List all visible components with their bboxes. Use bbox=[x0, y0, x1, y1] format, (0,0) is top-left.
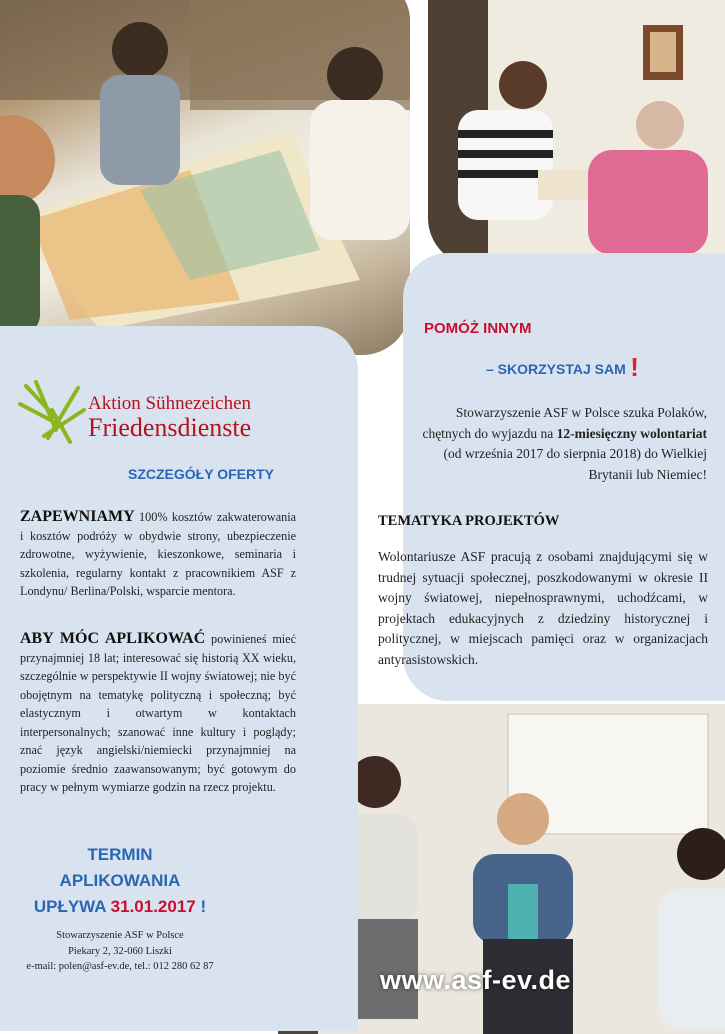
contact-block bbox=[0, 928, 240, 975]
photo-map-meeting-illustration bbox=[0, 0, 410, 355]
photo-map-meeting bbox=[0, 0, 410, 355]
provide-heading: ZAPEWNIAMY bbox=[20, 508, 135, 525]
asf-logo-line1: Aktion Sühnezeichen bbox=[88, 393, 252, 414]
website-link[interactable]: www.asf-ev.de bbox=[380, 965, 572, 995]
headline-line1: POMÓŻ INNYM bbox=[424, 320, 532, 337]
deadline-block bbox=[0, 842, 240, 920]
intro-bold: 12-miesięczny wolontariat bbox=[556, 425, 707, 441]
apply-section bbox=[20, 630, 296, 797]
offer-heading: SZCZEGÓŁY OFERTY bbox=[128, 466, 274, 482]
intro-part2: (od września 2017 do sierpnia 2018) do Wielkiej Brytanii lub Niemiec! bbox=[443, 446, 707, 482]
headline-line2-wrap bbox=[486, 352, 639, 383]
deadline-exclaim: ! bbox=[200, 897, 207, 916]
headline-exclaim: ! bbox=[630, 352, 639, 382]
contact-address: Piekary 2, 32-060 Liszki bbox=[68, 945, 172, 957]
contact-org: Stowarzyszenie ASF w Polsce bbox=[56, 930, 184, 941]
intro-part1: Stowarzyszenie ASF w Polsce szuka Polaków, chętnych do wyjazdu na bbox=[422, 405, 707, 441]
intro-text bbox=[422, 403, 707, 485]
contact-email[interactable]: e-mail: polen@asf-ev.de, tel.: 012 280 62 87 bbox=[26, 961, 214, 972]
apply-heading: ABY MÓC APLIKOWAĆ bbox=[20, 630, 206, 647]
deadline-prefix: UPŁYWA bbox=[33, 897, 106, 916]
asf-logo-mark-icon bbox=[18, 380, 86, 444]
deadline-date: 31.01.2017 bbox=[110, 897, 196, 916]
topics-heading: TEMATYKA PROJEKTÓW bbox=[378, 513, 560, 529]
asf-logo bbox=[18, 380, 288, 446]
deadline-line3 bbox=[0, 894, 240, 920]
apply-text: powinieneś mieć przynajmniej 18 lat; interesować się historią XX wieku, szczególnie w perspektywie II wojny światowej; nie być obojętnym na tematykę polityczną i społeczną; być elastycznym i otwartym w kontaktach interpersonalnych; szanować inne kultury i poglądy; znać język angielski/niemiecki przynajmniej na poziomie średnio zaawansowanym; być gotowym do pracy w pełnym wymiarze godzin na rzecz projektu. bbox=[20, 632, 296, 794]
photo-volunteer-illustration bbox=[428, 0, 725, 266]
topics-text: Wolontariusze ASF pracują z osobami znajdującymi się w trudnej sytuacji społecznej, poszkodowanymi w okresie II wojny światowej, niepełnosprawnymi, uchodźcami, w projektach edukacyjnych z dziedziny historycznej i politycznej, w miejscach pamięci oraz w organizacjach antyrasistowskich. bbox=[378, 549, 708, 667]
provide-text: 100% kosztów zakwaterowania i kosztów podróży w obydwie strony, ubezpieczenie zdrowotne, wyżywienie, kieszonkowe, seminaria i szkolenia, regularny kontakt z pracownikiem ASF z Londynu/ Berlina/Polski, wsparcie mentora. bbox=[20, 510, 297, 598]
deadline-line1: TERMIN bbox=[87, 845, 153, 864]
deadline-line2: APLIKOWANIA bbox=[59, 871, 181, 890]
provide-section bbox=[20, 508, 296, 601]
headline-line2: – SKORZYSTAJ SAM bbox=[486, 361, 626, 377]
asf-logo-line2: Friedensdienste bbox=[88, 413, 252, 442]
photo-volunteer-with-elderly bbox=[428, 0, 725, 266]
